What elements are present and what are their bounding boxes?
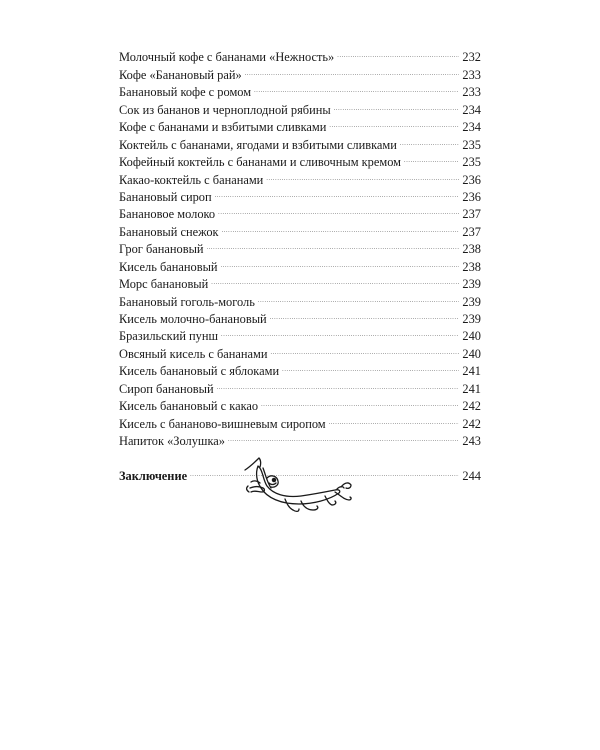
toc-leader-dots	[400, 131, 460, 148]
toc-leader-dots	[329, 410, 460, 427]
toc-entry[interactable]	[119, 44, 481, 65]
toc-entry-title: Бразильский пунш	[119, 329, 219, 344]
toc-entry-title: Кисель молочно-банановый	[119, 312, 267, 326]
toc-entry-page: 242	[462, 399, 481, 414]
toc-leader-dots	[211, 271, 459, 288]
toc-entries	[119, 44, 481, 449]
toc-leader-dots	[217, 375, 460, 392]
toc-leader-dots	[245, 61, 460, 78]
toc-leader-dots	[218, 201, 459, 218]
toc-entry-page: 239	[462, 312, 481, 326]
toc-entry-page: 233	[462, 85, 481, 100]
toc-entry-page: 239	[462, 277, 481, 292]
toc-entry-title: Банановый кофе с ромом	[119, 85, 252, 100]
toc-leader-dots	[221, 323, 459, 340]
toc-entry-page: 238	[462, 259, 481, 274]
toc-entry-page: 244	[462, 468, 481, 483]
toc-entry-page: 234	[462, 102, 481, 117]
toc-leader-dots	[270, 340, 459, 357]
toc-entry-page: 235	[462, 155, 481, 170]
toc-entry-title: Банановый сироп	[119, 189, 212, 204]
toc-entry-title: Сироп банановый	[119, 381, 214, 396]
toc-entry-title: Кисель с бананово-вишневым сиропом	[119, 416, 326, 431]
toc-entry-title: Морс банановый	[119, 277, 209, 292]
toc-entry-title: Кисель банановый с какао	[119, 399, 259, 414]
table-of-contents	[119, 44, 481, 483]
toc-entry-page: 240	[462, 346, 481, 361]
toc-entry-page: 243	[462, 434, 481, 449]
toc-leader-dots	[254, 79, 459, 96]
toc-entry-title: Кофе с бананами и взбитыми сливками	[119, 120, 327, 135]
toc-entry-title: Грог банановый	[119, 242, 204, 257]
toc-entry-title: Напиток «Золушка»	[119, 434, 225, 449]
toc-entry-page: 236	[462, 172, 481, 187]
toc-entry-page: 238	[462, 242, 481, 257]
toc-leader-dots	[266, 166, 459, 183]
toc-leader-dots	[261, 393, 459, 410]
toc-entry-title: Сок из бананов и черноплодной рябины	[119, 102, 331, 117]
toc-leader-dots	[282, 358, 459, 375]
toc-leader-dots	[207, 236, 460, 253]
toc-entry-page: 233	[462, 67, 481, 82]
toc-entry-page: 241	[462, 364, 481, 379]
toc-entry-page: 234	[462, 120, 481, 135]
toc-leader-dots	[222, 218, 460, 235]
toc-entry-page: 241	[462, 381, 481, 396]
toc-entry-title: Банановый снежок	[119, 224, 219, 239]
toc-leader-dots	[334, 96, 460, 113]
toc-leader-dots	[221, 253, 460, 270]
toc-leader-dots	[228, 428, 459, 445]
toc-leader-dots	[329, 114, 459, 131]
toc-leader-dots	[270, 306, 460, 323]
toc-entry-page: 236	[462, 189, 481, 204]
toc-entry-page: 239	[462, 294, 481, 309]
toc-entry-title: Овсяный кисель с бананами	[119, 346, 268, 361]
toc-entry-page: 240	[462, 329, 481, 344]
toc-entry-title: Какао-коктейль с бананами	[119, 172, 264, 187]
toc-entry-page: 237	[462, 207, 481, 222]
toc-leader-dots	[337, 44, 459, 61]
toc-leader-dots	[258, 288, 460, 305]
toc-entry-title: Кисель банановый с яблоками	[119, 364, 280, 379]
toc-leader-dots	[404, 149, 459, 166]
toc-entry-title: Заключение	[119, 468, 188, 483]
toc-leader-dots	[215, 184, 460, 201]
toc-entry-title: Коктейль с бананами, ягодами и взбитыми сливками	[119, 137, 397, 152]
toc-entry-title: Банановое молоко	[119, 207, 216, 222]
toc-entry-title: Кофейный коктейль с бананами и сливочным кремом	[119, 155, 402, 170]
toc-entry-page: 242	[462, 416, 481, 431]
toc-entry-page: 235	[462, 137, 481, 152]
toc-entry-page: 237	[462, 224, 481, 239]
reclining-banana-icon	[241, 452, 355, 520]
toc-entry-title: Молочный кофе с бананами «Нежность»	[119, 50, 335, 65]
toc-entry-page: 232	[462, 50, 481, 65]
toc-entry-title: Кисель банановый	[119, 259, 218, 274]
toc-entry-title: Банановый гоголь-моголь	[119, 294, 255, 309]
toc-entry-title: Кофе «Банановый рай»	[119, 67, 242, 82]
